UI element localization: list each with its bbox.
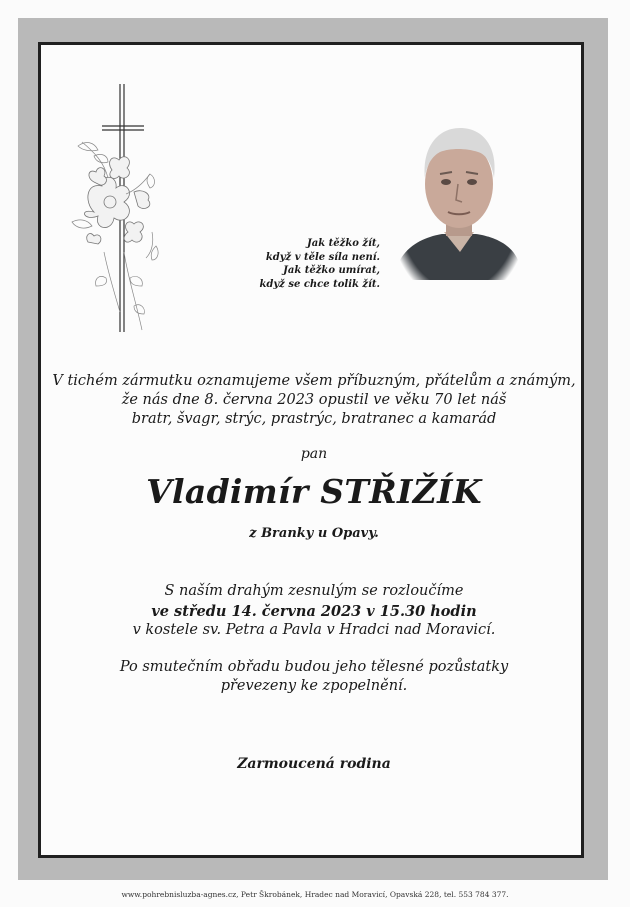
announcement-line: V tichém zármutku oznamujeme všem příbuzným, přátelům a známým, (52, 373, 576, 389)
poem-line: Jak těžko žít, (307, 238, 380, 249)
honorific: pan (300, 446, 328, 462)
portrait-photo (400, 120, 518, 280)
ceremony-line: S naším drahým zesnulým se rozloučíme (164, 583, 464, 599)
ceremony-info (40, 582, 588, 641)
announcement-line: že nás dne 8. června 2023 opustil ve věku 70 let náš (121, 392, 507, 408)
cremation-info (40, 658, 588, 696)
cremation-line: Po smutečním obřadu budou jeho tělesné pozůstatky (119, 659, 509, 675)
poem-line: když v těle síla není. (265, 251, 380, 263)
memorial-poem (230, 237, 380, 291)
poem-line: Jak těžko umírat, (283, 265, 380, 276)
cremation-line: převezeny ke zpopelnění. (220, 678, 408, 694)
announcement-line: bratr, švagr, strýc, prastrýc, bratranec a kamarád (131, 411, 497, 427)
hometown: z Branky u Opavy. (249, 526, 379, 541)
ceremony-date: ve středu 14. června 2023 v 15.30 hodin (151, 602, 477, 620)
signature: Zarmoucená rodina (237, 756, 391, 772)
poem-line: když se chce tolik žít. (259, 278, 380, 290)
announcement-text (40, 372, 588, 429)
cross-with-flowers-icon (64, 82, 164, 334)
ceremony-place: v kostele sv. Petra a Pavla v Hradci nad Moravicí. (132, 622, 496, 638)
footer-contact: www.pohrebnisluzba-agnes.cz, Petr Škrobánek, Hradec nad Moravicí, Opavská 228, tel. 553 784 377. (121, 890, 509, 899)
deceased-name: Vladimír STŘIŽÍK (146, 472, 482, 511)
